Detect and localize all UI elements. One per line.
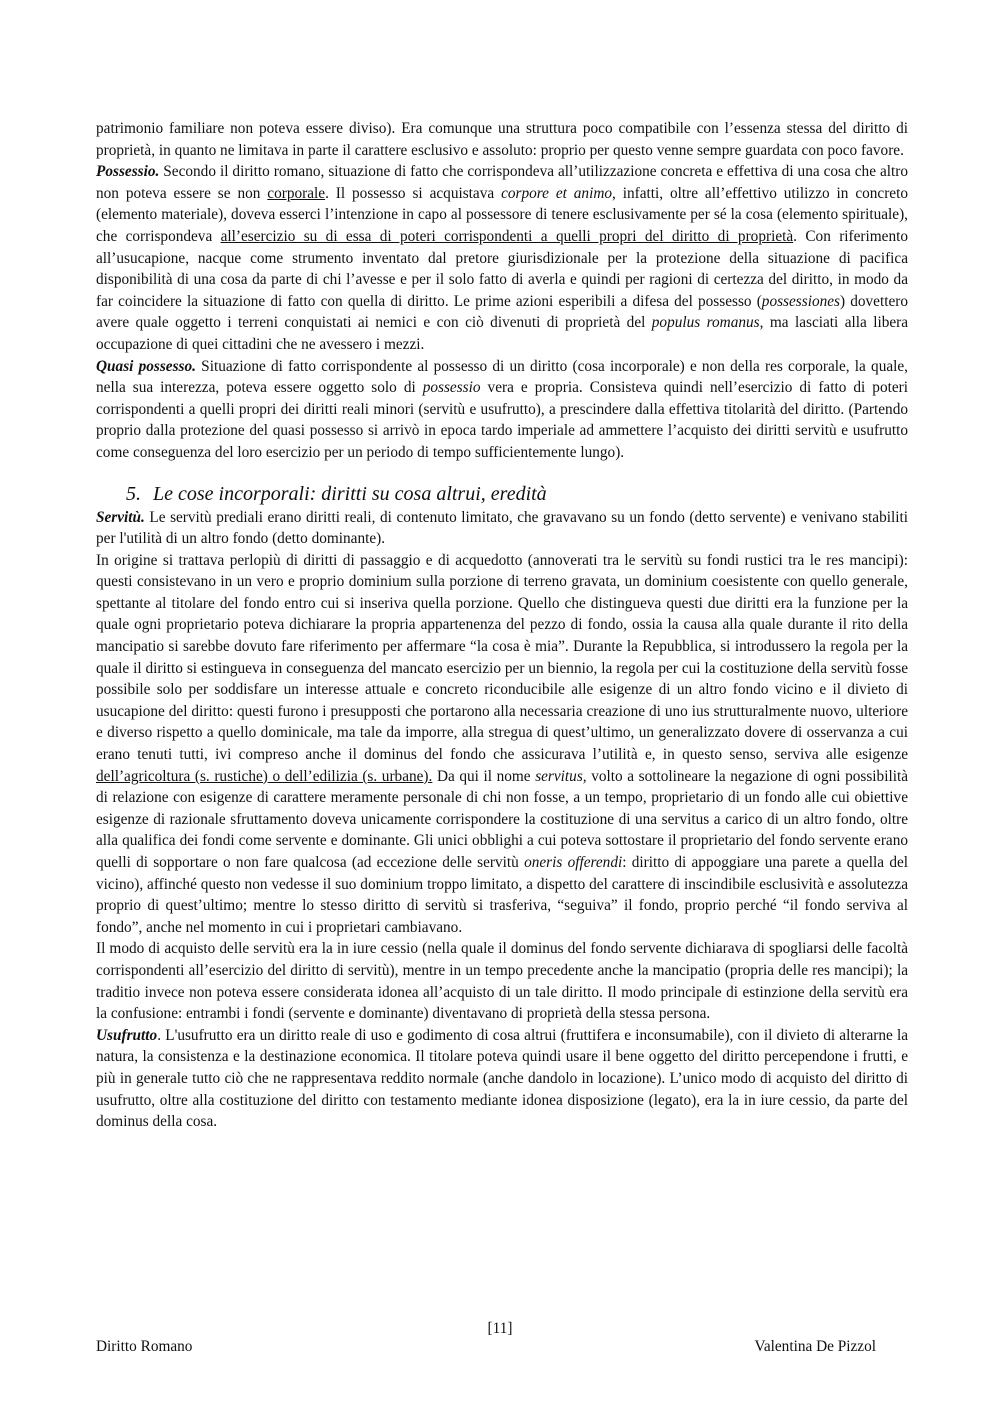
- section-number: 5.: [126, 482, 141, 505]
- term-usufrutto: Usufrutto: [96, 1026, 158, 1044]
- underlined-text: corporale: [267, 184, 326, 202]
- italic-text: possessiones: [761, 292, 840, 310]
- paragraph-text: , infatti, oltre all’effettivo utilizzo in concreto (elemento materiale), doveva esserci l’intenzione in capo al possessore di tenere esclusivamente per sé la cosa (elemento spirituale), che corrispondeva: [96, 184, 908, 245]
- term-quasi-possesso: Quasi possesso.: [96, 357, 196, 375]
- paragraph-usufrutto: [96, 1025, 908, 1133]
- italic-text: populus romanus: [651, 314, 760, 332]
- term-servitu: Servitù.: [96, 508, 145, 526]
- footer-course-title: Diritto Romano: [96, 1338, 193, 1355]
- paragraph-text: Il modo di acquisto delle servitù era la in iure cessio (nella quale il dominus del fondo servente dichiarava di spogliarsi delle facoltà corrispondenti all’esercizio del diritto di servitù), mentre in un tempo precedente anche la mancipatio (propria delle res mancipi); la traditio invece non poteva essere considerata idonea all’acquisto di un tale diritto. Il modo principale di estinzione della servitù era la confusione: entrambi i fondi (servente e dominante) diventavano di proprietà della stessa persona.: [96, 940, 908, 1023]
- term-possessio: Possessio.: [96, 163, 160, 181]
- page-number: [11]: [487, 1320, 513, 1337]
- italic-text: corpore et animo: [501, 184, 613, 202]
- paragraph-servitu: [96, 507, 908, 550]
- paragraph-text: Da qui il nome: [432, 767, 536, 785]
- paragraph-text: ) dovettero avere quale oggetto i terreni conquistati ai nemici e con ciò divenuti di proprietà del: [96, 292, 909, 332]
- paragraph-acquisto: [96, 938, 908, 1024]
- section-heading: [96, 481, 908, 507]
- paragraph-text: . L'usufrutto era un diritto reale di uso e godimento di cosa altrui (fruttifera e inconsumabile), con il divieto di alterarne la natura, la consistenza e la destinazione economica. Il titolare poteva quindi usare il bene oggetto del diritto percependone i frutti, e più in generale tutto ciò che ne rappresentava reddito normale (anche dandolo in locazione). L’unico modo di acquisto del diritto di usufrutto, oltre alla costituzione del diritto con testamento mediante idonea disposizione (legato), era la in iure cessio, da parte del dominus della cosa.: [96, 1026, 908, 1131]
- paragraph-text: Situazione di fatto corrispondente al possesso di un diritto (cosa incorporale) e non della res corporale, la quale, nella sua interezza, poteva essere oggetto solo di: [96, 357, 908, 397]
- italic-text: oneris offerendi: [524, 854, 623, 871]
- paragraph-possessio: [96, 161, 908, 355]
- paragraph-quasi-possesso: [96, 356, 908, 464]
- paragraph-patrimonio: [96, 118, 908, 161]
- italic-text: possessio: [422, 379, 481, 397]
- paragraph-text: patrimonio familiare non poteva essere diviso). Era comunque una struttura poco compatibile con l’essenza stessa del diritto di proprietà, in quanto ne limitava in parte il carattere esclusivo e assoluto: proprio per questo venne sempre guardata con poco favore.: [96, 120, 908, 159]
- paragraph-text: volto a sottolineare la negazione di ogni possibilità di relazione con esigenze di carattere meramente personale di chi non fosse, a un tempo, proprietario di un fondo alle cui obiettive esigenze di razionale sfruttamento doveva unicamente corrispondere la costituzione di una servitus a carico di un altro fondo, oltre alla qualifica dei fondi come servente e dominante. Gli unici obblighi a cui poteva sottostare il proprietario del fondo servente erano quelli di sopportare o non fare qualcosa (ad eccezione delle servitù: [96, 767, 908, 871]
- section-title: Le cose incorporali: diritti su cosa altrui, eredità: [153, 482, 547, 505]
- paragraph-text: , ma lasciati alla libera occupazione di quei cittadini che ne avessero i mezzi.: [96, 314, 909, 353]
- paragraph-text: vera e propria. Consisteva quindi nell’esercizio di fatto di poteri corrispondenti a quelli propri dei diritti reali minori (servitù e usufrutto), a prescindere dalla effettiva titolarità del diritto. (Partendo proprio dalla protezione del quasi possesso si arrivò in epoca tardo imperiale ad ammettere l’acquisto dei diritti servitù e usufrutto come conseguenza del loro esercizio per un periodo di tempo sufficientemente lungo).: [96, 379, 908, 461]
- paragraph-text: Secondo il diritto romano, situazione di fatto che corrispondeva all’utilizzazione concreta e effettiva di una cosa che altro non poteva essere se non: [96, 163, 908, 202]
- paragraph-text: : diritto di appoggiare una parete a quella del vicino), affinché questo non vedesse il suo dominium troppo limitato, a dispetto del carattere di inscindibile esclusività e assolutezza proprio di quest’ultimo; mentre lo stesso diritto di servitù si trasferiva, “seguiva” il fondo, proprio perché “il fondo serviva al fondo”, anche nel momento in cui i proprietari cambiavano.: [96, 854, 909, 936]
- document-body: [96, 118, 908, 1133]
- paragraph-text: . Con riferimento all’usucapione, nacque come strumento inventato dal pretore giurisdizionale per la protezione della situazione di pacifica disponibilità di una cosa da parte di chi l’avesse e per il solo fatto di averla e quindi per ragioni di certezza del diritto, in modo da far coincidere la situazione di fatto con quella di diritto. Le prime azioni esperibili a difesa del possesso (: [96, 227, 909, 310]
- paragraph-text: In origine si trattava perlopiù di diritti di passaggio e di acquedotto (annoverati tra le servitù su fondi rustici tra le res mancipi): questi consistevano in un vero e proprio dominium sulla porzione di terreno gravata, un dominium coesistente con quello generale, spettante al titolare del fondo entro cui si inseriva quella porzione. Quello che distingueva questi due diritti era la funzione per la quale ogni proprietario poteva dichiarare la propria appartenenza del pezzo di fondo, ossia la causa alla quale durante il rito della mancipatio si sarebbe dovuto fare riferimento per affermare “la cosa è mia”. Durante la Repubblica, si introdussero la regola per la quale il diritto si estingueva in conseguenza del mancato esercizio per un biennio, la regola per cui la costituzione della servitù fosse possibile solo per soddisfare un interesse attuale e concreto riconducibile alle esigenze di un altro fondo vicino e il divieto di usucapione del diritto: questi furono i presupposti che portarono alla necessaria creazione di uno ius strutturalmente nuovo, ulteriore e diverso rispetto a quello dominicale, ma tale da imporre, alla stregua di quest’ultimo, un generalizzato dovere di osservanza a cui erano tenuti tutti, ivi compreso anche il dominus del fondo che assicurava l’utilità e, in questo senso, serviva alle esigenze: [96, 551, 908, 764]
- paragraph-origine: [96, 550, 908, 939]
- paragraph-text: . Il possesso si acquistava: [325, 184, 502, 202]
- paragraph-text: Le servitù prediali erano diritti reali, di contenuto limitato, che gravavano su un fondo (detto servente) e venivano stabiliti per l'utilità di un altro fondo (detto dominante).: [96, 508, 908, 548]
- footer-author: Valentina De Pizzol: [754, 1338, 876, 1355]
- italic-text: servitus,: [535, 767, 587, 785]
- underlined-text: dell’agricoltura (s. rustiche) o dell’edilizia (s. urbane).: [96, 767, 433, 785]
- underlined-text: all’esercizio su di essa di poteri corrispondenti a quelli propri del diritto di proprietà: [220, 227, 794, 245]
